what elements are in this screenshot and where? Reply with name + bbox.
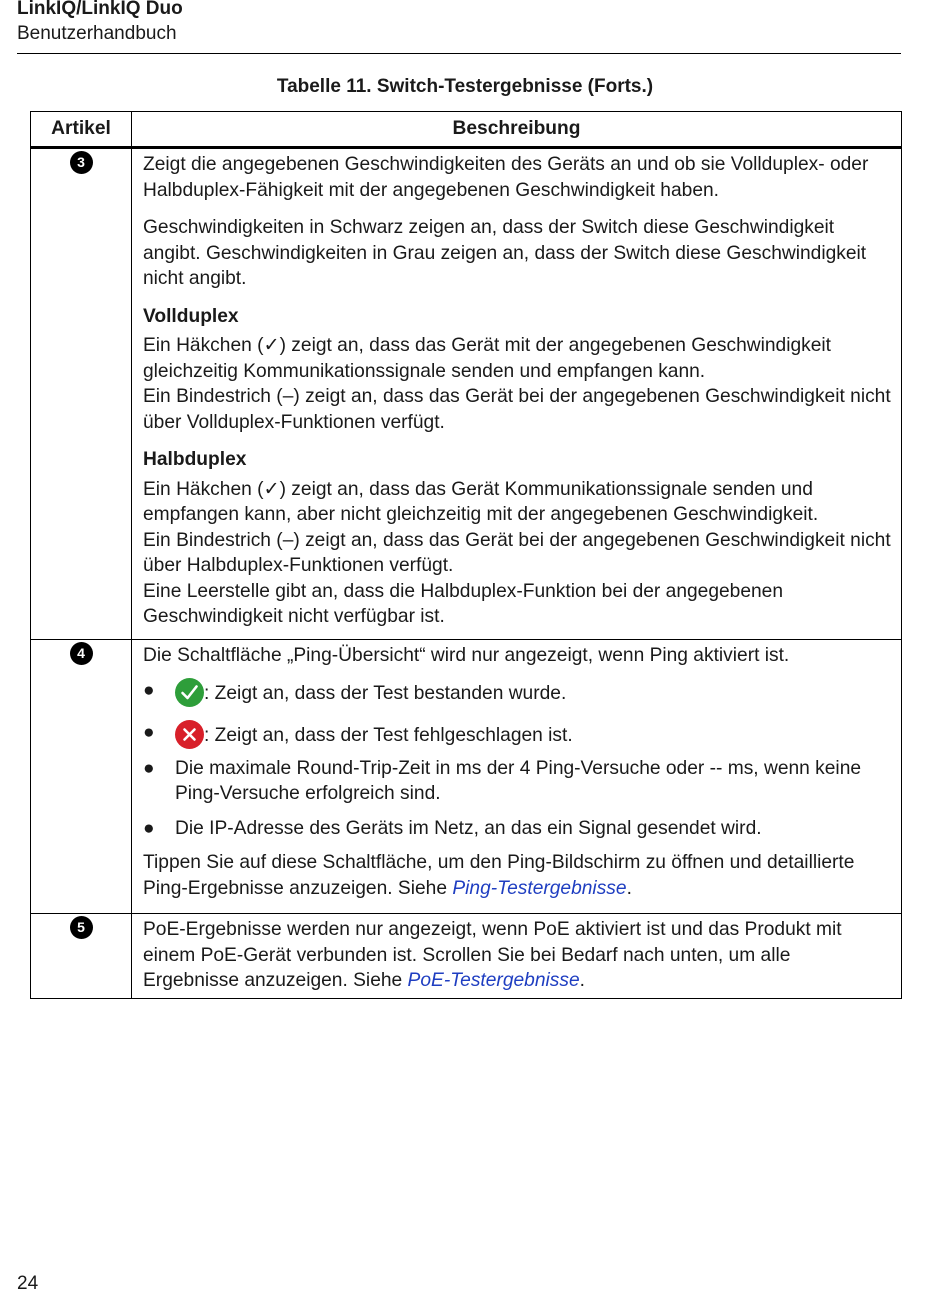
doc-subtitle: Benutzerhandbuch — [17, 23, 177, 44]
poe-results-link[interactable]: PoE-Testergebnisse — [407, 970, 580, 991]
table-row — [31, 148, 902, 640]
paragraph: Zeigt die angegebenen Geschwindigkeiten des Geräts an und ob sie Vollduplex- oder Halbduplex-Fähigkeit mit der angegebenen Geschwindigkeit haben. — [143, 154, 869, 201]
item-badge: 5 — [70, 916, 93, 939]
table-row — [31, 640, 902, 914]
list-item — [143, 720, 891, 749]
list-item — [143, 756, 891, 807]
item-cell — [31, 148, 132, 640]
item-badge: 4 — [70, 642, 93, 665]
ping-results-link[interactable]: Ping-Testergebnisse — [452, 877, 627, 899]
paragraph — [143, 917, 891, 994]
poe-text: PoE-Ergebnisse werden nur angezeigt, wenn PoE aktiviert ist und das Produkt mit einem PoE-Gerät verbunden ist. Scrollen Sie bei Bedarf nach unten, um alle Ergebnisse anzuzeigen. Siehe — [143, 919, 842, 991]
paragraph: Die Schaltfläche „Ping-Übersicht“ wird nur angezeigt, wenn Ping aktiviert ist. — [143, 645, 790, 666]
paragraph: Ein Bindestrich (–) zeigt an, dass das Gerät bei der angegebenen Geschwindigkeit nicht über Halbduplex-Funktionen verfügt. — [143, 529, 891, 576]
list-item — [143, 678, 891, 707]
description-cell — [132, 640, 902, 914]
page-header — [17, 0, 901, 54]
item-cell — [31, 914, 132, 999]
bullet: ● — [143, 721, 155, 743]
list-item — [143, 816, 891, 842]
description-cell — [132, 148, 902, 640]
item-badge: 3 — [70, 151, 93, 174]
page-number: 24 — [17, 1273, 39, 1294]
paragraph: Ein Bindestrich (–) zeigt an, dass das Gerät bei der angegebenen Geschwindigkeit nicht über Vollduplex-Funktionen verfügt. — [143, 386, 891, 433]
description-cell — [132, 914, 902, 999]
paragraph: Ein Häkchen (✓) zeigt an, dass das Gerät mit der angegebenen Geschwindigkeit gleichzeitig Kommunikationssignale senden und empfangen kann. — [143, 335, 832, 382]
table-row — [31, 914, 902, 999]
bullet: ● — [143, 757, 155, 779]
fail-text: : Zeigt an, dass der Test fehlgeschlagen ist. — [204, 724, 573, 746]
poe-end: . — [579, 970, 585, 991]
item-cell — [31, 640, 132, 914]
tap-end: . — [626, 877, 632, 899]
subheading-vollduplex: Vollduplex — [143, 305, 239, 327]
bullet-list — [143, 678, 891, 842]
tap-text: Tippen Sie auf diese Schaltfläche, um den Ping-Bildschirm zu öffnen und detaillierte Ping-Ergebnisse anzuzeigen. Siehe — [143, 852, 855, 899]
doc-title: LinkIQ/LinkIQ Duo — [17, 0, 183, 19]
paragraph: Geschwindigkeiten in Schwarz zeigen an, dass der Switch diese Geschwindigkeit angibt. Geschwindigkeiten in Grau zeigen an, dass der Switch diese Geschwindigkeit nicht angibt. — [143, 217, 867, 289]
table-caption: Tabelle 11. Switch-Testergebnisse (Forts.) — [276, 76, 654, 97]
bullet: ● — [143, 817, 155, 839]
col-header-beschreibung: Beschreibung — [132, 112, 902, 148]
bullet: ● — [143, 679, 155, 701]
rtt-text: Die maximale Round-Trip-Zeit in ms der 4 Ping-Versuche oder -- ms, wenn keine Ping-Versuche erfolgreich sind. — [175, 757, 862, 804]
x-circle-icon — [175, 720, 204, 749]
paragraph: Ein Häkchen (✓) zeigt an, dass das Gerät Kommunikationssignale senden und empfangen kann, aber nicht gleichzeitig mit der angegebenen Geschwindigkeit. — [143, 478, 819, 525]
paragraph — [143, 850, 891, 901]
table-header-row — [31, 112, 902, 148]
subheading-halbduplex: Halbduplex — [143, 449, 247, 470]
paragraph: Eine Leerstelle gibt an, dass die Halbduplex-Funktion bei der angegebenen Geschwindigkeit nicht verfügbar ist. — [143, 580, 784, 627]
check-circle-icon — [175, 678, 204, 707]
pass-text: : Zeigt an, dass der Test bestanden wurde. — [204, 682, 567, 704]
col-header-artikel: Artikel — [31, 112, 132, 148]
ip-text: Die IP-Adresse des Geräts im Netz, an das ein Signal gesendet wird. — [175, 817, 762, 839]
switch-results-table — [30, 111, 902, 999]
